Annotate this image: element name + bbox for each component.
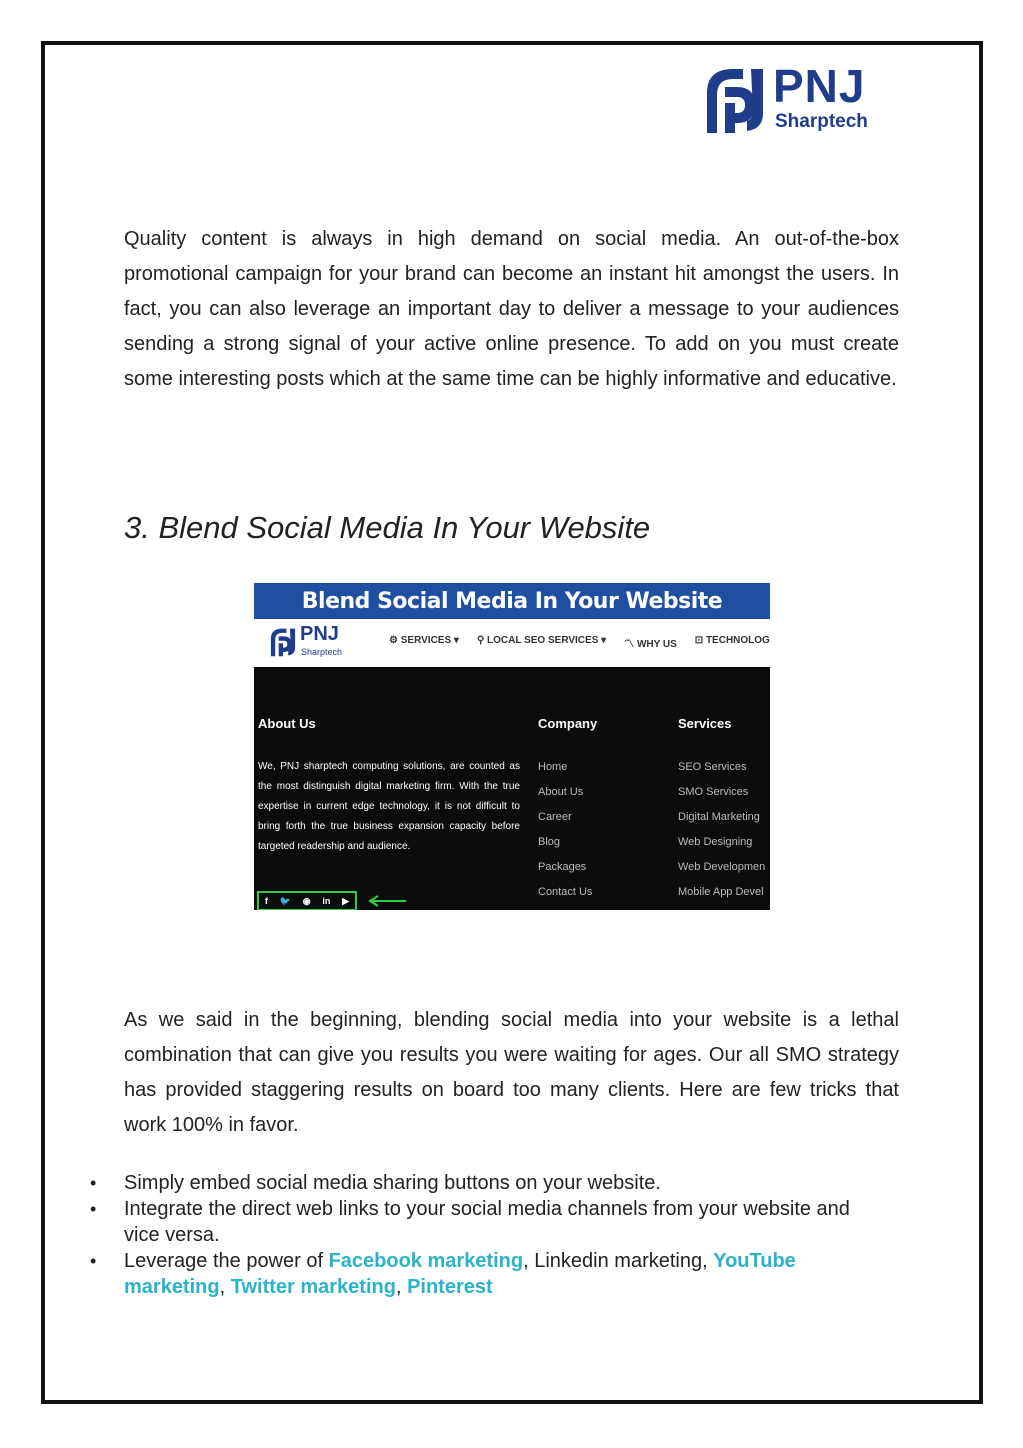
list-item: Packages xyxy=(538,861,587,873)
facebook-marketing-link[interactable]: Facebook marketing xyxy=(328,1250,524,1272)
menu-item: ⊡ TECHNOLOG xyxy=(694,635,770,646)
bullet-text: Leverage the power of xyxy=(124,1250,329,1272)
logo-subtitle: Sharptech xyxy=(775,111,868,132)
youtube-icon: ▶ xyxy=(342,895,350,906)
list-item: Web Designing xyxy=(678,836,753,848)
bullet-icon: • xyxy=(90,1199,97,1219)
brand-logo xyxy=(703,61,893,141)
screenshot-navbar xyxy=(254,619,770,667)
list-item: Web Developmen xyxy=(678,861,766,873)
body-paragraph: As we said in the beginning, blending social media into your website is a lethal combination that can give you results you were waiting for ages. Our all SMO strategy has provided staggering results on board too many clients. Here are few tricks that work 100% in favor. xyxy=(124,1009,899,1136)
pnj-logo-icon xyxy=(703,63,767,137)
company-links xyxy=(538,755,592,905)
list-item: SMO Services xyxy=(678,786,749,798)
bullet-text: Simply embed social media sharing buttons on your website. xyxy=(124,1172,661,1194)
screenshot-logo-sub: Sharptech xyxy=(301,647,343,657)
logo-name: PNJ xyxy=(773,60,866,112)
bullet-icon: • xyxy=(90,1173,97,1193)
about-title: About Us xyxy=(258,716,316,731)
list-item: Career xyxy=(538,811,572,823)
youtube-marketing-link[interactable]: YouTube marketing xyxy=(124,1250,796,1298)
bullet-text: , xyxy=(219,1276,231,1298)
screenshot-menu xyxy=(389,635,770,650)
list-item: About Us xyxy=(538,786,584,798)
list-item: Blog xyxy=(538,836,561,848)
pinterest-icon: ◉ xyxy=(302,895,311,906)
linkedin-icon: in xyxy=(322,896,331,906)
list-item: Mobile App Devel xyxy=(678,886,764,898)
list-item: Home xyxy=(538,761,568,773)
tips-list xyxy=(90,1170,890,1300)
pnj-logo-icon xyxy=(268,626,298,658)
menu-item: ⚙ SERVICES ▾ xyxy=(389,635,459,646)
bullet-text: Integrate the direct web links to your social media channels from your website and vice versa. xyxy=(124,1198,850,1246)
list-item: SEO Services xyxy=(678,761,747,773)
company-title: Company xyxy=(538,716,598,731)
list-item: Digital Marketing xyxy=(678,811,760,823)
intro-paragraph: Quality content is always in high demand on social media. An out-of-the-box promotional campaign for your brand can become an instant hit amongst the users. In fact, you can also leverage an important day to deliver a message to your audiences sending a strong signal of your active online presence. To add on you must create some interesting posts which at the same time can be highly informative and educative. xyxy=(124,228,899,390)
about-text: We, PNJ sharptech computing solutions, are counted as the most distinguish digital marketing firm. With the true expertise in current edge technology, it is not difficult to bring forth the true business expansion capacity before targeted readership and audience. xyxy=(258,761,520,852)
bullet-icon: • xyxy=(90,1251,97,1271)
social-icons-box xyxy=(257,891,357,910)
facebook-icon: f xyxy=(264,896,268,906)
list-item xyxy=(90,1248,890,1300)
screenshot-banner: Blend Social Media In Your Website xyxy=(254,583,770,619)
menu-item: 〽 WHY US xyxy=(624,639,677,650)
screenshot-logo-name: PNJ xyxy=(300,623,339,645)
website-screenshot-image xyxy=(254,583,770,910)
pinterest-link[interactable]: Pinterest xyxy=(407,1276,493,1298)
arrow-left-icon xyxy=(366,895,408,907)
list-item: Contact Us xyxy=(538,886,593,898)
menu-item: ⚲ LOCAL SEO SERVICES ▾ xyxy=(476,635,607,646)
list-item xyxy=(90,1170,890,1196)
twitter-icon: 🐦 xyxy=(279,895,291,906)
twitter-marketing-link[interactable]: Twitter marketing xyxy=(230,1276,396,1298)
section-heading: 3. Blend Social Media In Your Website xyxy=(124,510,651,545)
bullet-text: , Linkedin marketing, xyxy=(523,1250,714,1272)
list-item xyxy=(90,1196,890,1248)
bullet-text: , xyxy=(395,1276,408,1298)
services-title: Services xyxy=(678,716,732,731)
services-links xyxy=(678,755,765,905)
